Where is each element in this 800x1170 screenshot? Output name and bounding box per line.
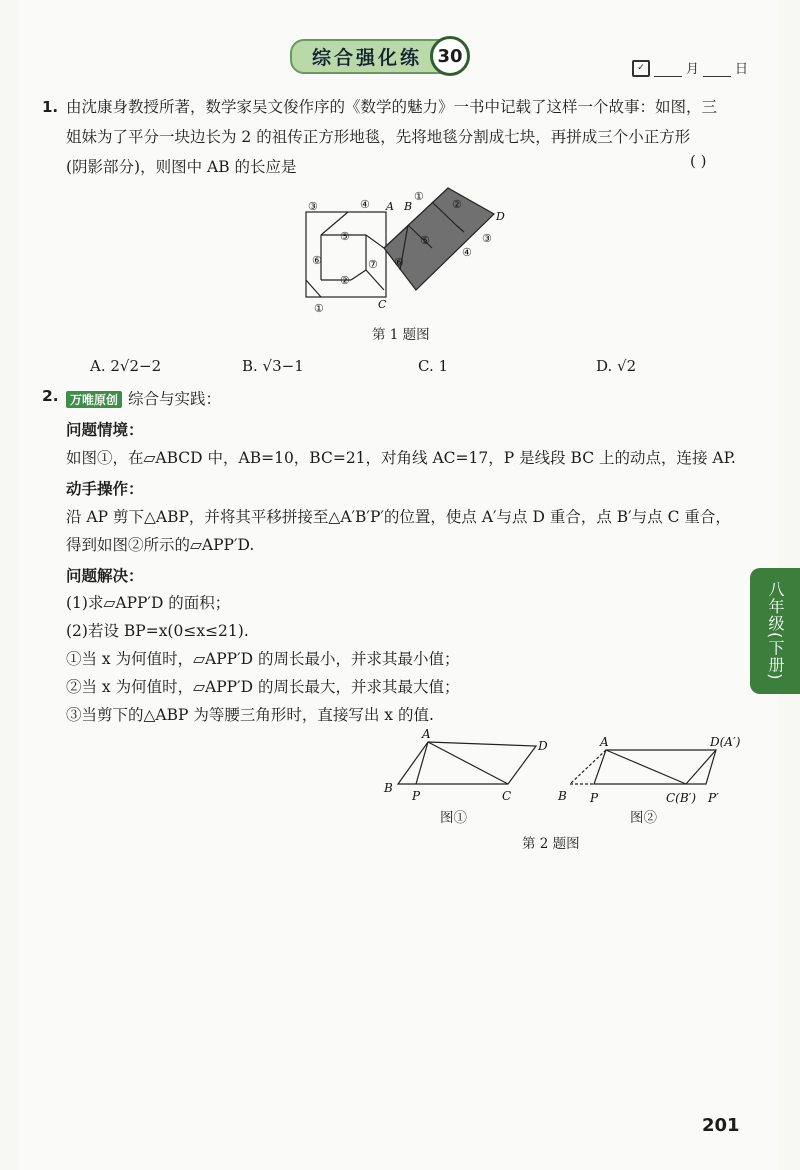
section-title: 综合强化练 [290,39,458,74]
question-number: 1. [42,98,59,116]
q2-sub-1: (1)求▱APP′D 的面积； [66,594,231,612]
q2-figure-1 [380,728,560,808]
q2-sub-5: ③当剪下的△ABP 为等腰三角形时，直接写出 x 的值. [66,706,434,724]
svg-text:B: B [384,781,393,795]
svg-text:D(A′): D(A′) [710,735,741,749]
svg-text:B: B [558,789,567,803]
q2-heading-solve: 问题解决： [66,567,144,585]
q1-line2: 姐妹为了平分一块边长为 2 的祖传正方形地毯，先将地毯分割成七块，再拼成三个小正方形 [66,128,691,146]
q2-operation-2: 得到如图②所示的▱APP′D. [66,536,255,554]
svg-text:P: P [412,789,421,803]
original-tag: 万唯原创 [66,391,122,408]
page-number: 201 [702,1115,740,1136]
q2-number: 2. [42,387,59,405]
svg-text:⑥: ⑥ [312,254,322,267]
svg-text:①: ① [414,190,424,203]
q2-sub-2: (2)若设 BP=x(0≤x≤21). [66,622,249,640]
shaded-squares [384,188,494,290]
q1-line1: 由沈康身教授所著，数学家吴文俊作序的《数学的魅力》一书中记载了这样一个故事：如图，三 [66,98,718,116]
q2-figure-caption: 第 2 题图 [522,836,580,852]
month-blank[interactable] [654,64,682,77]
day-blank[interactable] [703,64,731,77]
option-b[interactable]: B. √3−1 [242,357,304,375]
option-a[interactable]: A. 2√2−2 [90,357,162,375]
label-B: B [404,200,413,213]
date-field [632,58,748,77]
svg-text:⑤: ⑤ [420,234,430,247]
svg-text:①: ① [314,302,324,315]
svg-text:②: ② [452,198,462,211]
q1-figure [296,180,526,320]
section-badge [290,36,470,76]
svg-text:③: ③ [482,232,492,245]
svg-text:⑤: ⑤ [340,230,350,243]
answer-paren[interactable]: ( ) [690,152,707,170]
option-d[interactable]: D. √2 [596,357,637,375]
day-label: 日 [735,62,749,77]
svg-text:C(B′): C(B′) [666,791,697,805]
svg-text:④: ④ [462,246,472,259]
label-C: C [378,298,387,311]
q2-sub-3: ①当 x 为何值时，▱APP′D 的周长最小，并求其最小值； [66,650,460,668]
option-c[interactable]: C. 1 [418,357,449,375]
svg-text:⑥: ⑥ [394,256,404,269]
svg-text:A: A [422,728,431,741]
q2-figure-2 [556,728,766,808]
q1-line3: (阴影部分)，则图中 AB 的长应是 [66,158,297,176]
q2-fig2-caption: 图② [630,810,657,826]
q1-figure-caption: 第 1 题图 [372,327,430,343]
q2-fig1-caption: 图① [440,810,467,826]
section-number: 30 [430,36,470,76]
q2-heading-operation: 动手操作： [66,480,144,498]
svg-text:②: ② [340,274,350,287]
svg-text:C: C [502,789,512,803]
calendar-icon: ✓ [632,60,650,77]
q2-intro-line [66,387,221,409]
q2-situation: 如图①，在▱ABCD 中，AB=10，BC=21，对角线 AC=17，P 是线段 BC 上的动点，连接 AP. [66,449,736,467]
q2-operation-1: 沿 AP 剪下△ABP，并将其平移拼接至△A′B′P′的位置，使点 A′与点 D 重合，点 B′与点 C 重合， [66,508,731,526]
svg-text:P′: P′ [708,791,719,805]
q2-sub-4: ②当 x 为何值时，▱APP′D 的周长最大，并求其最大值； [66,678,460,696]
svg-text:④: ④ [360,198,370,211]
grade-side-tab[interactable]: 八年级(下册) [750,568,800,694]
svg-text:A: A [600,735,609,749]
q2-intro: 综合与实践： [128,390,222,408]
month-label: 月 [686,62,700,77]
q2-heading-situation: 问题情境： [66,421,144,439]
svg-text:D: D [538,739,548,753]
svg-text:P: P [590,791,599,805]
label-D: D [496,210,505,223]
question-1 [42,92,718,182]
svg-text:③: ③ [308,200,318,213]
label-A: A [386,200,394,213]
svg-text:⑦: ⑦ [368,258,378,271]
